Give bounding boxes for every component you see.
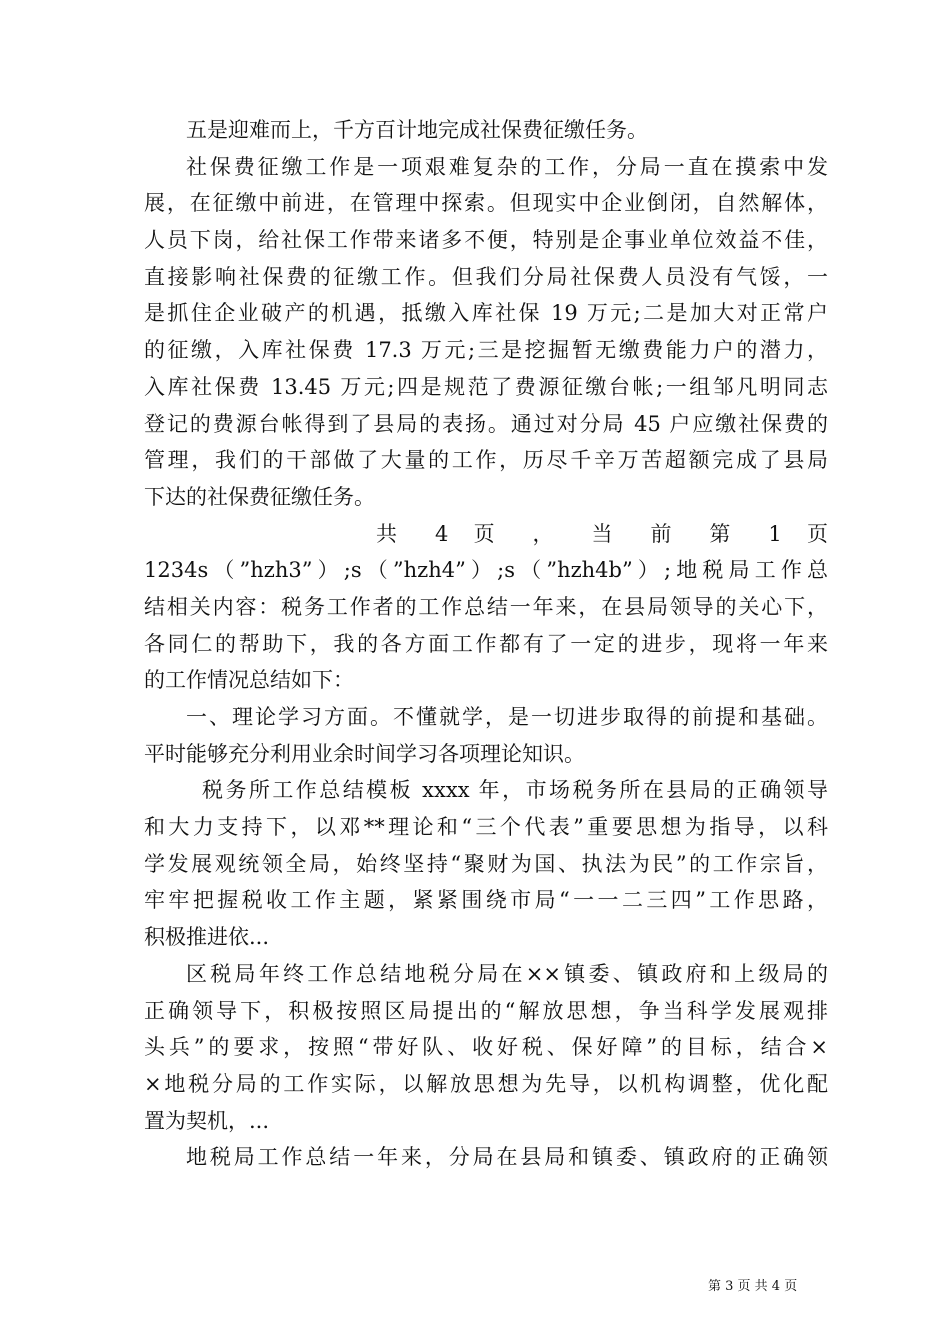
- document-body: [144, 112, 828, 1176]
- page-footer: 第 3 页 共 4 页: [708, 1279, 798, 1294]
- text-line: 各同仁的帮助下，我的各方面工作都有了一定的进步，现将一年来: [144, 631, 828, 656]
- text-line: 牢牢把握税收工作主题，紧紧围绕市局“一一二三四”工作思路，: [144, 888, 828, 913]
- text-line: 展，在征缴中前进，在管理中探索。但现实中企业倒闭，自然解体，: [144, 191, 828, 216]
- text-line: 平时能够充分利用业余时间学习各项理论知识。: [144, 741, 585, 766]
- text-line: 和大力支持下，以邓**理论和“三个代表”重要思想为指导，以科: [144, 815, 828, 840]
- page-counter-line: 共 4 页 ， 当 前 第 1 页: [376, 521, 828, 546]
- text-line: 税务所工作总结模板 xxxx 年，市场税务所在县局的正确领导: [202, 778, 828, 803]
- text-line: 地税局工作总结一年来，分局在县局和镇委、镇政府的正确领: [186, 1145, 828, 1170]
- text-line: 置为契机，...: [144, 1108, 270, 1133]
- text-line: 五是迎难而上，千方百计地完成社保费征缴任务。: [186, 118, 648, 142]
- text-line: 直接影响社保费的征缴工作。但我们分局社保费人员没有气馁，一: [144, 264, 828, 289]
- text-line: 一、理论学习方面。不懂就学，是一切进步取得的前提和基础。: [186, 705, 828, 729]
- text-line: 结相关内容：税务工作者的工作总结一年来，在县局领导的关心下，: [144, 594, 828, 619]
- text-line: 正确领导下，积极按照区局提出的“解放思想，争当科学发展观排: [144, 998, 828, 1023]
- text-line: 是抓住企业破产的机遇，抵缴入库社保 19 万元;二是加大对正常户: [144, 301, 828, 326]
- text-line: 管理，我们的干部做了大量的工作，历尽千辛万苦超额完成了县局: [144, 448, 828, 473]
- text-line: 头兵”的要求，按照“带好队、收好税、保好障”的目标，结合×: [144, 1035, 828, 1060]
- text-line: 社保费征缴工作是一项艰难复杂的工作，分局一直在摸索中发: [186, 154, 828, 179]
- text-line: 学发展观统领全局，始终坚持“聚财为国、执法为民”的工作宗旨，: [144, 851, 828, 876]
- text-line: 人员下岗，给社保工作带来诸多不便，特别是企事业单位效益不佳，: [144, 228, 828, 253]
- text-line: 积极推进依...: [144, 925, 270, 950]
- text-line: 的工作情况总结如下：: [144, 668, 354, 693]
- text-line: 入库社保费 13.45 万元;四是规范了费源征缴台帐;一组邹凡明同志: [144, 374, 828, 399]
- text-line: 的征缴，入库社保费 17.3 万元;三是挖掘暂无缴费能力户的潜力，: [144, 338, 828, 363]
- text-line: 登记的费源台帐得到了县局的表扬。通过对分局 45 户应缴社保费的: [144, 411, 828, 436]
- text-line: 下达的社保费征缴任务。: [144, 484, 375, 509]
- text-line: 1234s（”hzh3”）;s（”hzh4”）;s（”hzh4b”）;地税局工作总: [144, 558, 828, 583]
- text-line: 区税局年终工作总结地税分局在××镇委、镇政府和上级局的: [186, 961, 828, 986]
- text-line: ×地税分局的工作实际，以解放思想为先导，以机构调整，优化配: [144, 1071, 828, 1096]
